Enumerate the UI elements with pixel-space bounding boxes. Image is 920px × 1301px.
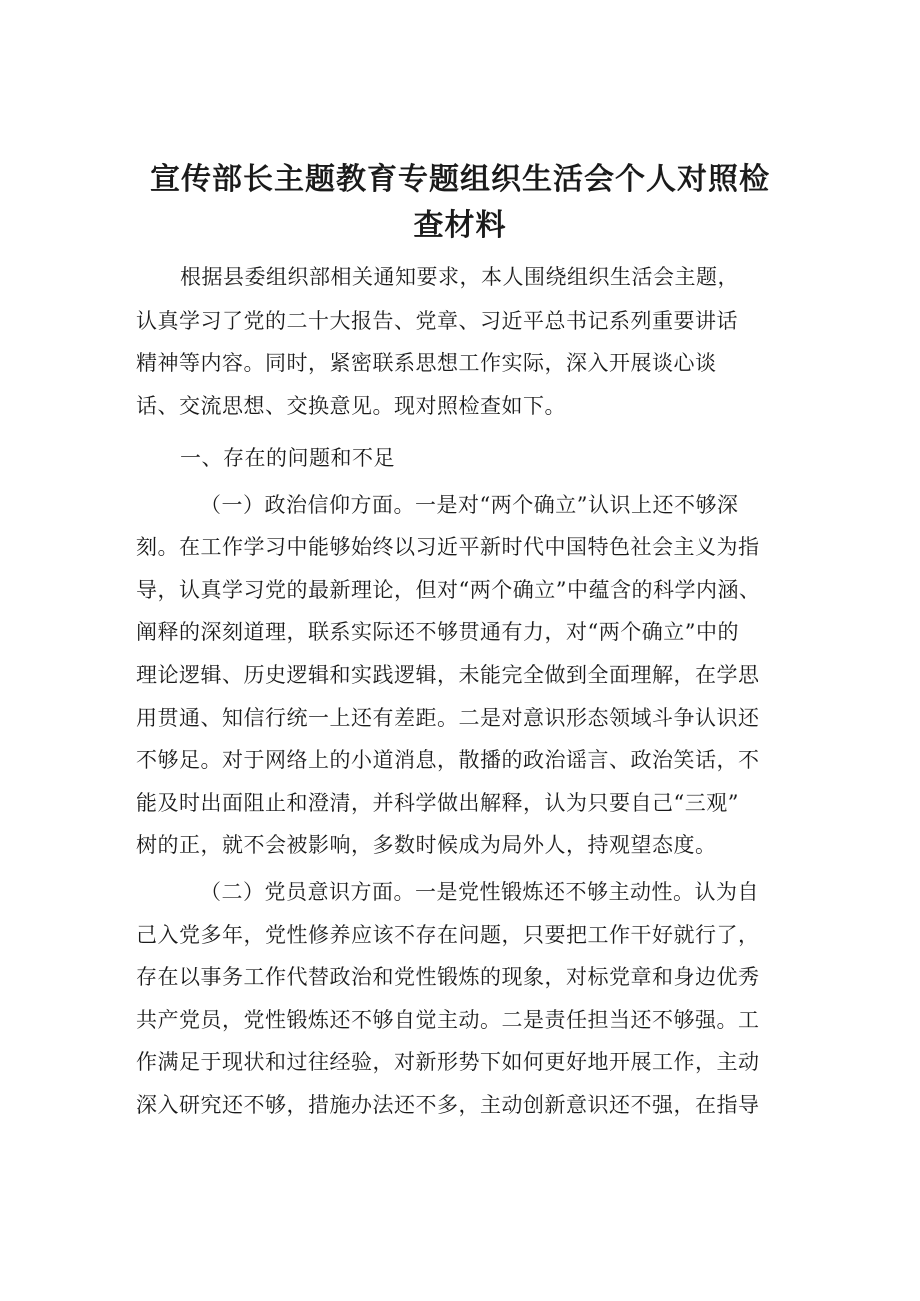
body-line: 话、交流思想、交换意见。现对照检查如下。 [136,394,566,418]
body-line: 阐释的深刻道理，联系实际还不够贯通有力，对“两个确立”中的 [136,620,739,644]
body-line: 精神等内容。同时，紧密联系思想工作实际，深入开展谈心谈 [136,351,717,375]
body-line: 作满足于现状和过往经验，对新形势下如何更好地开展工作，主动 [136,1050,760,1074]
body-line: 己入党多年，党性修养应该不存在问题，只要把工作干好就行了， [136,923,760,947]
body-line: 用贯通、知信行统一上还有差距。二是对意识形态领域斗争认识还 [136,706,760,730]
body-line: 深入研究还不够，措施办法还不多，主动创新意识还不强，在指导 [136,1093,760,1117]
body-line: 存在以事务工作代替政治和党性锻炼的现象，对标党章和身边优秀 [136,965,760,989]
body-line: 根据县委组织部相关通知要求，本人围绕组织生活会主题， [180,265,739,289]
body-line: 理论逻辑、历史逻辑和实践逻辑，未能完全做到全面理解，在学思 [136,663,760,687]
document-title-line-1: 宣传部长主题教育专题组织生活会个人对照检 [150,162,770,197]
body-line: 认真学习了党的二十大报告、党章、习近平总书记系列重要讲话 [136,309,738,333]
body-line: 导，认真学习党的最新理论，但对“两个确立”中蕴含的科学内涵、 [136,578,761,602]
body-line: 不够足。对于网络上的小道消息，散播的政治谣言、政治笑话，不 [136,748,760,772]
body-line: （二）党员意识方面。一是党性锻炼还不够主动性。认为自 [200,880,759,904]
document-title-line-2: 查材料 [413,208,507,243]
body-line: 刻。在工作学习中能够始终以习近平新时代中国特色社会主义为指 [136,535,760,559]
body-line: （一）政治信仰方面。一是对“两个确立”认识上还不够深 [200,493,739,517]
section-heading: 一、存在的问题和不足 [180,446,395,470]
body-line: 共产党员，党性锻炼还不够自觉主动。二是责任担当还不够强。工 [136,1008,760,1032]
body-line: 能及时出面阻止和澄清，并科学做出解释，认为只要自己“三观” [136,791,739,815]
body-line: 树的正，就不会被影响，多数时候成为局外人，持观望态度。 [136,833,717,857]
